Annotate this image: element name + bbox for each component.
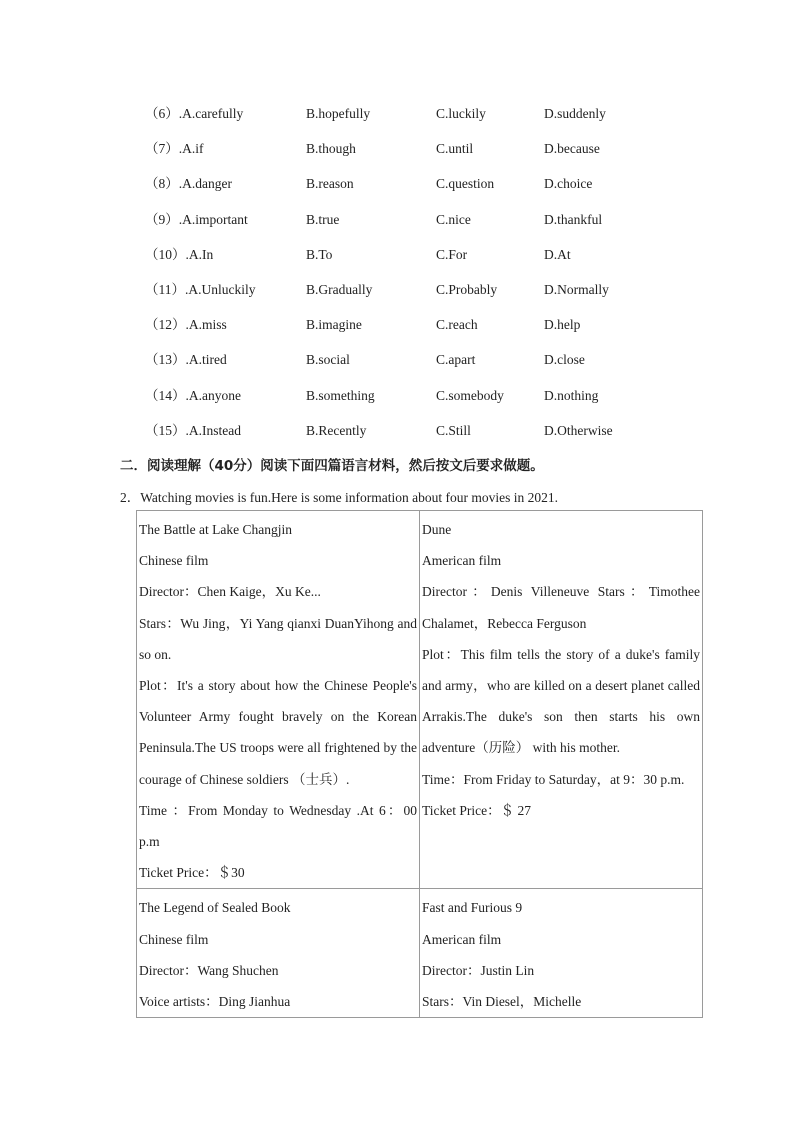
option-b: B.Gradually	[306, 281, 373, 297]
movie-stars: Stars：Wu Jing，Yi Yang qianxi DuanYihong and so on.	[139, 615, 417, 662]
movie-time: Time ：From Monday to Wednesday .At 6：00 p.m	[139, 802, 417, 850]
movie-title: Dune	[422, 522, 452, 537]
option-d: D.because	[544, 141, 600, 157]
section-heading: 二．阅读理解（40分）阅读下面四篇语言材料，然后按文后要求做题。	[120, 458, 544, 474]
movie-title: Fast and Furious 9	[422, 900, 523, 916]
movie-type: Chinese film	[139, 553, 209, 569]
option-b: B.though	[306, 141, 356, 157]
option-a: （13）.A.tired	[145, 352, 227, 368]
option-a: （7）.A.if	[145, 141, 204, 157]
option-c: C.Probably	[436, 281, 498, 297]
option-b: B.imagine	[306, 317, 362, 333]
answer-options-list	[145, 104, 665, 456]
movie-plot: Plot：It's a story about how the Chinese People's Volunteer Army fought bravely on the Korean Peninsula.The US troops were all frightened by the courage of Chinese soldiers （士兵）.	[139, 678, 417, 787]
option-row	[145, 104, 665, 139]
movie-director: Director：Chen Kaige，Xu Ke...	[139, 584, 321, 600]
movie-type: American film	[422, 931, 502, 947]
option-row	[145, 245, 665, 280]
option-row	[145, 421, 665, 456]
option-b: B.Recently	[306, 422, 367, 438]
movie-ticket-price: Ticket Price：＄ 27	[422, 802, 531, 818]
option-c: C.For	[436, 246, 468, 262]
option-a: （15）.A.Instead	[145, 422, 241, 438]
movie-info-table	[136, 510, 703, 1018]
movie-cell-battle-lake-changjin	[137, 511, 420, 889]
option-a: （9）.A.important	[145, 211, 248, 227]
option-d: D.thankful	[544, 211, 603, 227]
option-c: C.Still	[436, 422, 471, 438]
option-b: B.something	[306, 387, 375, 403]
movie-director: Director：Justin Lin	[422, 962, 535, 978]
option-d: D.close	[544, 352, 585, 368]
movie-time: Time：From Friday to Saturday，at 9：30 p.m.	[422, 771, 685, 787]
movie-plot: Plot：This film tells the story of a duke's family and army，who are killed on a desert planet called Arrakis.The duke's son then starts his own adventure（历险） with his mother.	[422, 646, 700, 756]
option-c: C.apart	[436, 352, 476, 368]
movie-cell-dune	[420, 511, 703, 889]
option-c: C.luckily	[436, 106, 486, 121]
movie-director: Director：Wang Shuchen	[139, 962, 279, 978]
movie-title: The Battle at Lake Changjin	[139, 522, 292, 537]
option-c: C.question	[436, 176, 495, 192]
option-d: D.Otherwise	[544, 422, 613, 438]
movie-stars: Stars：Vin Diesel，Michelle	[422, 994, 582, 1010]
option-row	[145, 315, 665, 350]
movie-title: The Legend of Sealed Book	[139, 900, 291, 916]
option-a: （14）.A.anyone	[145, 387, 241, 403]
option-c: C.somebody	[436, 387, 504, 403]
movie-ticket-price: Ticket Price：＄30	[139, 865, 245, 881]
question-intro: 2．Watching movies is fun.Here is some information about four movies in 2021.	[120, 490, 558, 505]
option-d: D.suddenly	[544, 106, 606, 121]
option-a: （10）.A.In	[145, 246, 214, 262]
movie-type: American film	[422, 553, 502, 569]
option-d: D.Normally	[544, 281, 609, 297]
option-d: D.At	[544, 246, 571, 262]
option-b: B.reason	[306, 176, 354, 192]
movie-cell-legend-sealed-book	[137, 889, 420, 1018]
option-row	[145, 350, 665, 385]
option-d: D.choice	[544, 176, 593, 192]
option-c: C.reach	[436, 317, 478, 333]
option-row	[145, 386, 665, 421]
option-b: B.social	[306, 352, 350, 368]
movie-director-stars: Director：Denis Villeneuve Stars：Timothee Chalamet，Rebecca Ferguson	[422, 584, 700, 631]
option-b: B.To	[306, 246, 333, 262]
option-d: D.help	[544, 317, 581, 333]
option-b: B.true	[306, 211, 340, 227]
option-c: C.until	[436, 141, 474, 157]
option-a: （6）.A.carefully	[145, 106, 244, 121]
option-b: B.hopefully	[306, 106, 371, 121]
option-row	[145, 174, 665, 209]
movie-cell-fast-furious-9	[420, 889, 703, 1018]
option-row	[145, 280, 665, 315]
option-a: （11）.A.Unluckily	[145, 281, 256, 297]
option-c: C.nice	[436, 211, 471, 227]
option-a: （8）.A.danger	[145, 176, 232, 192]
option-a: （12）.A.miss	[145, 317, 227, 333]
option-row	[145, 210, 665, 245]
movie-voice-artists: Voice artists：Ding Jianhua	[139, 994, 291, 1010]
option-row	[145, 139, 665, 174]
option-d: D.nothing	[544, 387, 599, 403]
movie-type: Chinese film	[139, 931, 209, 947]
